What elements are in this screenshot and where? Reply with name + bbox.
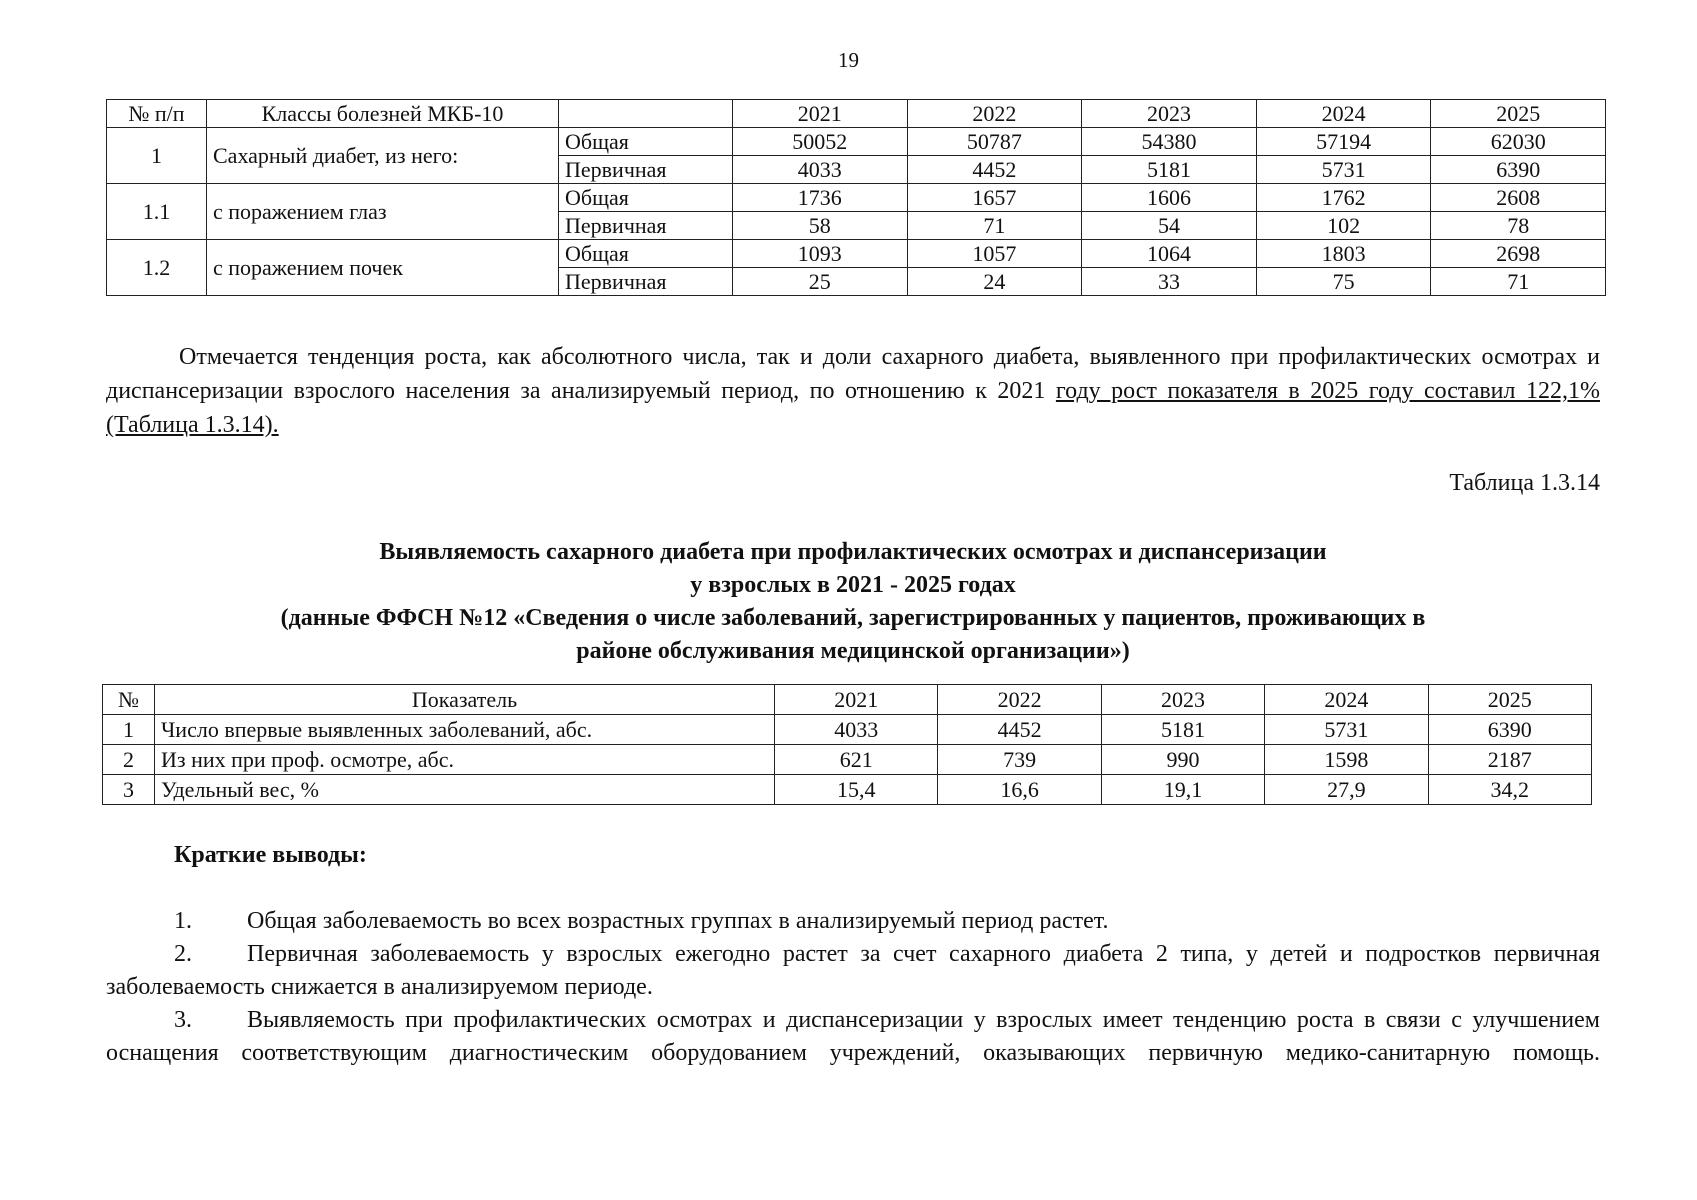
value-cell: 78 — [1431, 212, 1606, 240]
paragraph-underlined-text: году рост показателя в 2025 году составил 122,1% (Таблица 1.3.14). — [106, 378, 1601, 438]
morbidity-type: Первичная — [559, 268, 733, 296]
table-title-line: районе обслуживания медицинской организации») — [576, 638, 1130, 664]
value-cell: 5181 — [1101, 715, 1264, 745]
table-header-row — [103, 685, 1592, 715]
row-number: 3 — [103, 775, 155, 805]
value-cell: 1057 — [907, 240, 1082, 268]
value-cell: 1657 — [907, 184, 1082, 212]
value-cell: 27,9 — [1265, 775, 1428, 805]
header-cell: 2022 — [938, 685, 1101, 715]
table-title-line: (данные ФФСН №12 «Сведения о числе заболеваний, зарегистрированных у пациентов, проживающих в — [280, 605, 1426, 631]
table-row — [107, 128, 1606, 156]
row-number: 1.1 — [107, 184, 207, 240]
indicator-cell: Число впервые выявленных заболеваний, абс. — [155, 715, 775, 745]
value-cell: 50787 — [907, 128, 1082, 156]
conclusions-list — [106, 905, 1600, 1070]
trend-paragraph — [106, 340, 1600, 442]
row-number: 1.2 — [107, 240, 207, 296]
item-text: Общая заболеваемость во всех возрастных группах в анализируемый период растет. — [247, 908, 1109, 934]
morbidity-type: Первичная — [559, 212, 733, 240]
value-cell: 1606 — [1082, 184, 1257, 212]
value-cell: 990 — [1101, 745, 1264, 775]
header-cell: № п/п — [107, 100, 207, 128]
header-cell: 2024 — [1265, 685, 1428, 715]
row-number: 1 — [103, 715, 155, 745]
value-cell: 5731 — [1256, 156, 1431, 184]
header-cell: № — [103, 685, 155, 715]
table-row — [107, 240, 1606, 268]
header-cell: 2023 — [1082, 100, 1257, 128]
value-cell: 54 — [1082, 212, 1257, 240]
row-number: 2 — [103, 745, 155, 775]
value-cell: 5731 — [1265, 715, 1428, 745]
header-cell: Показатель — [155, 685, 775, 715]
header-cell: 2021 — [775, 685, 938, 715]
header-cell: 2025 — [1428, 685, 1591, 715]
value-cell: 4033 — [733, 156, 908, 184]
item-text: Первичная заболеваемость у взрослых ежегодно растет за счет сахарного диабета 2 типа, у детей и подростков первичная заболеваемость снижается в анализируемом периоде. — [106, 941, 1600, 1000]
table-row — [103, 745, 1592, 775]
value-cell: 621 — [775, 745, 938, 775]
paragraph-text: Отмечается тенденция роста, как абсолютного числа, так и доли сахарного диабета, выявленного при профилактических осмотрах и диспансеризации взрослого населения за анализируемый период, по отношению к 2021 — [106, 344, 1600, 404]
row-number: 1 — [107, 128, 207, 184]
table-row — [103, 715, 1592, 745]
header-cell: 2023 — [1101, 685, 1264, 715]
table-title-line: Выявляемость сахарного диабета при профилактических осмотрах и диспансеризации — [379, 539, 1327, 565]
header-cell: 2025 — [1431, 100, 1606, 128]
value-cell: 50052 — [733, 128, 908, 156]
value-cell: 4452 — [907, 156, 1082, 184]
value-cell: 25 — [733, 268, 908, 296]
value-cell: 6390 — [1431, 156, 1606, 184]
disease-class: с поражением почек — [207, 240, 559, 296]
item-text: Выявляемость при профилактических осмотрах и диспансеризации у взрослых имеет тенденцию роста в связи с улучшением оснащения соответствующим диагностическим оборудованием учреждений, оказывающих первичную медико-санитарную помощь. — [106, 1007, 1600, 1066]
value-cell: 2608 — [1431, 184, 1606, 212]
table-title-line: у взрослых в 2021 - 2025 годах — [690, 572, 1016, 598]
item-number: 3. — [174, 1007, 192, 1033]
morbidity-type: Первичная — [559, 156, 733, 184]
header-cell: 2024 — [1256, 100, 1431, 128]
value-cell: 54380 — [1082, 128, 1257, 156]
header-cell: Классы болезней МКБ-10 — [207, 100, 559, 128]
value-cell: 15,4 — [775, 775, 938, 805]
value-cell: 71 — [907, 212, 1082, 240]
disease-class: Сахарный диабет, из него: — [207, 128, 559, 184]
table-header-row — [107, 100, 1606, 128]
value-cell: 4452 — [938, 715, 1101, 745]
item-number: 2. — [174, 941, 192, 967]
value-cell: 1598 — [1265, 745, 1428, 775]
header-cell: 2022 — [907, 100, 1082, 128]
table-title — [106, 536, 1600, 668]
value-cell: 5181 — [1082, 156, 1257, 184]
table-row — [103, 775, 1592, 805]
value-cell: 2698 — [1431, 240, 1606, 268]
diabetes-classes-table — [106, 99, 1606, 296]
table-row — [107, 184, 1606, 212]
morbidity-type: Общая — [559, 128, 733, 156]
morbidity-type: Общая — [559, 184, 733, 212]
morbidity-type: Общая — [559, 240, 733, 268]
value-cell: 75 — [1256, 268, 1431, 296]
value-cell: 6390 — [1428, 715, 1591, 745]
value-cell: 62030 — [1431, 128, 1606, 156]
value-cell: 1803 — [1256, 240, 1431, 268]
value-cell: 102 — [1256, 212, 1431, 240]
value-cell: 4033 — [775, 715, 938, 745]
value-cell: 1093 — [733, 240, 908, 268]
value-cell: 71 — [1431, 268, 1606, 296]
conclusions-heading: Краткие выводы: — [174, 842, 367, 868]
screening-detection-table — [102, 684, 1592, 805]
indicator-cell: Из них при проф. осмотре, абс. — [155, 745, 775, 775]
indicator-cell: Удельный вес, % — [155, 775, 775, 805]
value-cell: 739 — [938, 745, 1101, 775]
value-cell: 2187 — [1428, 745, 1591, 775]
item-number: 1. — [174, 908, 192, 934]
header-cell — [559, 100, 733, 128]
table-label: Таблица 1.3.14 — [1449, 470, 1600, 496]
list-item — [106, 905, 1600, 938]
value-cell: 1762 — [1256, 184, 1431, 212]
list-item — [106, 938, 1600, 1004]
value-cell: 34,2 — [1428, 775, 1591, 805]
value-cell: 1064 — [1082, 240, 1257, 268]
value-cell: 24 — [907, 268, 1082, 296]
header-cell: 2021 — [733, 100, 908, 128]
disease-class: с поражением глаз — [207, 184, 559, 240]
value-cell: 57194 — [1256, 128, 1431, 156]
value-cell: 1736 — [733, 184, 908, 212]
value-cell: 58 — [733, 212, 908, 240]
value-cell: 33 — [1082, 268, 1257, 296]
list-item — [106, 1004, 1600, 1070]
page-number: 19 — [838, 48, 859, 72]
value-cell: 16,6 — [938, 775, 1101, 805]
value-cell: 19,1 — [1101, 775, 1264, 805]
